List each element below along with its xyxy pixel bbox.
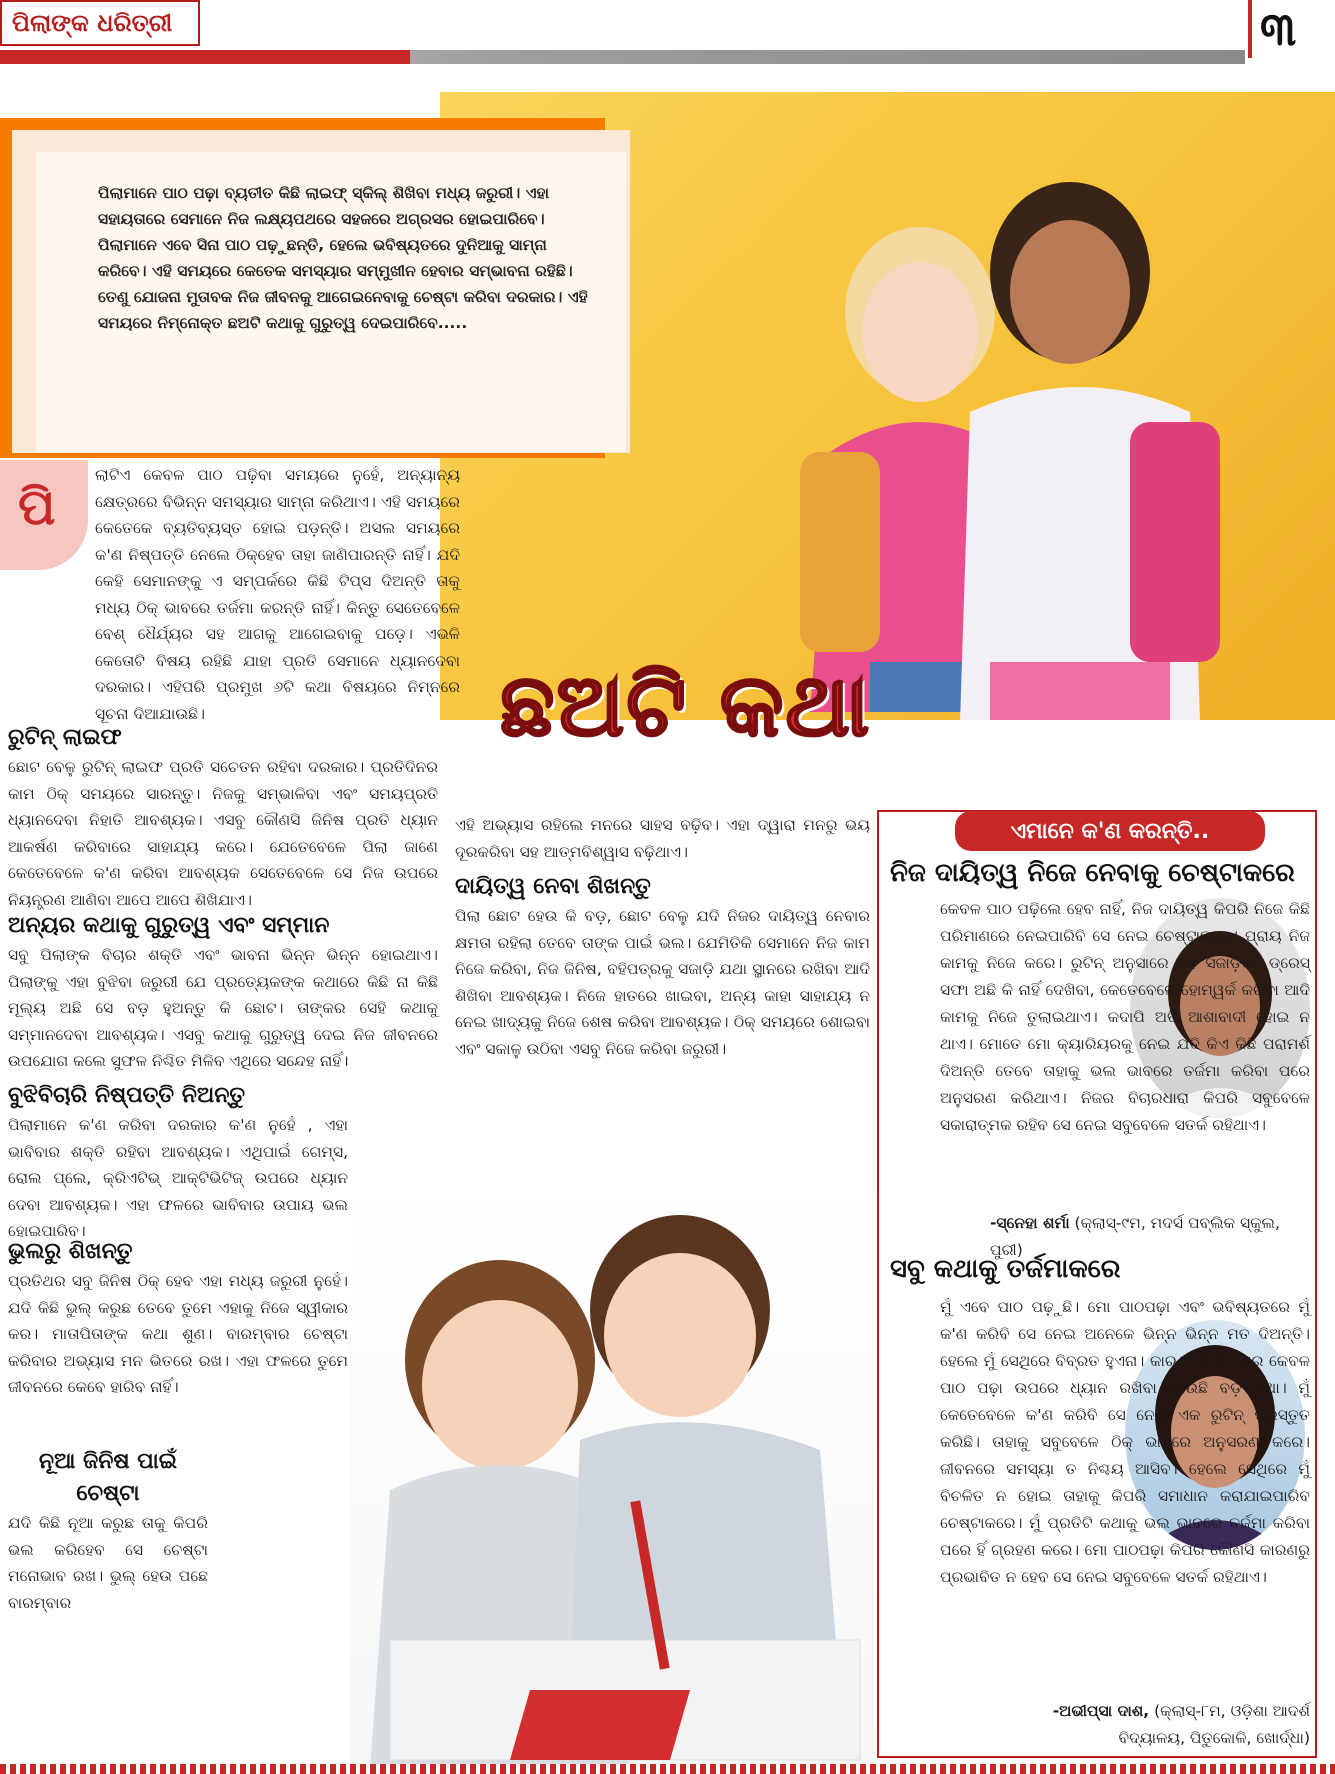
section-body: ପିଲାମାନେ କ'ଣ କରିବା ଦରକାର କ'ଣ ନୁହେଁ , ଏହା ଭାବିବାର ଶକ୍ତି ରହିବା ଆବଶ୍ୟକ। ଏଥିପାଇଁ ଗେମ୍ସ, ରୋଲ ପ୍ଲେ, କ୍ରିଏଟିଭ୍ ଆକ୍ଟିଭିଟିଜ୍ ଉପରେ ଧ୍ୟାନ ଦେବା ଆବଶ୍ୟକ। ଏହା ଫଳରେ ଭାବିବାର ଉପାୟ ଭଲ ହୋଇପାରିବ। — [8, 1116, 348, 1240]
intro-text: ପିଲାମାନେ ପାଠ ପଢ଼ା ବ୍ୟତୀତ କିଛି ଲାଇଫ୍ ସ୍କିଲ୍ ଶିଖିବା ମଧ୍ୟ ଜରୁରୀ। ଏହା ସହାୟତାରେ ସେମାନେ ନିଜ ଲକ୍ଷ୍ୟପଥରେ ସହଜରେ ଅଗ୍ରସର ହୋଇପାରିବେ। ପିଲାମାନେ ଏବେ ସିନା ପାଠ ପଢ଼ୁଛନ୍ତି, ହେଲେ ଭବିଷ୍ୟତରେ ଦୁନିଆକୁ ସାମ୍ନା କରିବେ। ଏହି ସମୟରେ କେତେକ ସମସ୍ୟାର ସମ୍ମୁଖୀନ ହେବାର ସମ୍ଭାବନା ରହିଛି। ତେଣୁ ଯୋଜନା ମୁତାବକ ନିଜ ଜୀବନକୁ ଆଗେଇନେବାକୁ ଚେଷ୍ଟା କରିବା ଦରକାର। ଏହି ସମୟରେ ନିମ୍ନୋକ୍ତ ଛଅଟି କଥାକୁ ଗୁରୁତ୍ୱ ଦେଇପାରିବେ..... — [98, 184, 588, 332]
section-decision — [8, 1080, 348, 1245]
page-number: ୩ — [1260, 2, 1297, 56]
section-heading: ଭୁଲରୁ ଶିଖନ୍ତୁ — [8, 1239, 133, 1264]
section-heading: ନୂଆ ଜିନିଷ ପାଇଁ ଚେଷ୍ଟା — [38, 1449, 178, 1506]
header-bar-accent — [0, 50, 410, 64]
girl-dark-hair-illustration — [930, 162, 1230, 720]
credit-name: -ସ୍ନେହା ଶର୍ମା — [990, 1214, 1070, 1232]
section-heading: ବୁଝିବିଚାରି ନିଷ୍ପତ୍ତି ନିଅନ୍ତୁ — [8, 1083, 246, 1108]
section-body: ପିଲା ଛୋଟ ହେଉ କି ବଡ଼, ଛୋଟ ବେଳୁ ଯଦି ନିଜର ଦାୟିତ୍ୱ ନେବାର କ୍ଷମତା ରହିଲା ତେବେ ତାଙ୍କ ପାଇଁ ଭଲ। ଯେମିତିକି ସେମାନେ ନିଜ କାମ ନିଜେ କରିବା, ନିଜ ଜିନିଷ, ବହିପତ୍ରକୁ ସଜାଡ଼ି ଯଥା ସ୍ଥାନରେ ରଖିବା ଆଦି ଶିଖିବା ଆବଶ୍ୟକ। ନିଜେ ହାତରେ ଖାଇବା, ଅନ୍ୟ କାହା ସାହାଯ୍ୟ ନ ନେଇ ଖାଦ୍ୟକୁ ନିଜେ ଶେଷ କରିବା ଆବଶ୍ୟକ। ଠିକ୍ ସମୟରେ ଶୋଇବା ଏବଂ ସକାଳୁ ଉଠିବା ଏସବୁ ନିଜେ କରିବା ଜରୁରୀ। — [455, 907, 870, 1058]
lead-text: ଲାଟିଏ କେବଳ ପାଠ ପଢ଼ିବା ସମୟରେ ନୁହେଁ, ଅନ୍ୟାନ୍ୟ କ୍ଷେତ୍ରରେ ବିଭିନ୍ନ ସମସ୍ୟାର ସାମ୍ନା କରିଥାଏ। ଏହି ସମୟରେ କେତେକେ ବ୍ୟତିବ୍ୟସ୍ତ ହୋଇ ପଡ଼ନ୍ତି। ଅସଲ ସମୟରେ କ'ଣ ନିଷ୍ପତ୍ତି ନେଲେ ଠିକ୍‌ହେବ ତାହା ଜାଣିପାରନ୍ତି ନାହିଁ। ଯଦି କେହି ସେମାନଙ୍କୁ ଏ ସମ୍ପର୍କରେ କିଛି ଟିପ୍ସ ଦିଅନ୍ତି ତାକୁ ମଧ୍ୟ ଠିକ୍ ଭାବରେ ତର୍ଜମା କରନ୍ତି ନାହିଁ। କିନ୍ତୁ ସେତେବେଳେ ବେଶ୍ ଧୈର୍ଯ୍ୟର ସହ ଆଗକୁ ଆଗେଇବାକୁ ପଡ଼େ। ଏଭଳି କେତୋଟି ବିଷୟ ରହିଛି ଯାହା ପ୍ରତି ସେମାନେ ଧ୍ୟାନଦେବା ଦରକାର। ଏହିପରି ପ୍ରମୁଖ ୬ଟି କଥା ବିଷୟରେ ନିମ୍ନରେ ସୂଚନା ଦିଆଯାଉଛି। — [95, 466, 460, 723]
profile-body — [940, 1294, 1310, 1591]
profile-heading: ସବୁ କଥାକୁ ତର୍ଜମାକରେ — [890, 1254, 1121, 1284]
profile-heading: ନିଜ ଦାୟିତ୍ୱ ନିଜେ ନେବାକୁ ଚେଷ୍ଟାକରେ — [890, 858, 1295, 888]
section-body: ଛୋଟ ବେଳୁ ରୁଟିନ୍ ଲାଇଫ ପ୍ରତି ସଚେତନ ରହିବା ଦରକାର। ପ୍ରତିଦିନର କାମ ଠିକ୍ ସମୟରେ ସାରନ୍ତୁ। ନିଜକୁ ସମ୍ଭାଳିବା ଏବଂ ସମୟପ୍ରତି ଧ୍ୟାନଦେବା ନିହାତି ଆବଶ୍ୟକ। ଏସବୁ କୌଣସି ଜିନିଷ ପ୍ରତି ଧ୍ୟାନ ଆକର୍ଷଣ କରିବାରେ ସାହାଯ୍ୟ କରେ। ଯେତେବେଳେ ପିଲା ଜାଣେ କେତେବେଳେ କ'ଣ କରିବା ଆବଶ୍ୟକ ସେତେବେଳେ ସେ ନିଜ ଉପରେ ନିୟନ୍ତ୍ରଣ ଆଣିବା ଆପେ ଆପେ ଶିଖିଯାଏ। — [8, 758, 438, 909]
section-heading: ଅନ୍ୟର କଥାକୁ ଗୁରୁତ୍ୱ ଏବଂ ସମ୍ମାନ — [8, 913, 330, 938]
profile-text: ମୁଁ ଏବେ ପାଠ ପଢ଼ୁଛି। ମୋ ପାଠପଢ଼ା ଏବଂ ଭବିଷ୍ୟତରେ ମୁଁ କ'ଣ କରିବି ସେ ନେଇ ଅନେକେ ଭିନ୍ନ ଭିନ୍ନ ମତ ଦିଅନ୍ତି। ହେଲେ ମୁଁ ସେଥିରେ ବିବ୍ରତ ହୁଏନା। କାରଣ ଏବେ ମୋର କେବଳ ପାଠ ପଢ଼ା ଉପରେ ଧ୍ୟାନ ରଖିବା ହେଉଛି ବଡ଼ କଥା। ମୁଁ କେତେବେଳେ କ'ଣ କରିବି ସେ ନେଇ ଏକ ରୁଟିନ୍ ପ୍ରସ୍ତୁତ କରିଛି। ତାହାକୁ ସବୁବେଳେ ଠିକ୍ ଭାବରେ ଅନୁସରଣ କରେ। ଜୀବନରେ ସମସ୍ୟା ତ ନିଶ୍ଚୟ ଆସିବ। ହେଲେ ସେଥିରେ ମୁଁ ବିଚଳିତ ନ ହୋଇ ତାହାକୁ କିପରି ସମାଧାନ କରାଯାଇପାରିବ ଚେଷ୍ଟାକରେ। ମୁଁ ପ୍ରତିଟି କଥାକୁ ଭଲ ଭାବରେ ତର୍ଜମା କରିବା ପରେ ହିଁ ଗ୍ରହଣ କରେ। ମୋ ପାଠପଢ଼ା କିପରି କୌଣସି କାରଣରୁ ପ୍ରଭାବିତ ନ ହେବ ସେ ନେଇ ସବୁବେଳେ ସତର୍କ ରହିଥାଏ। — [940, 1298, 1310, 1586]
profile-body — [940, 896, 1310, 1139]
section-body: ଯଦି କିଛି ନୂଆ କରୁଛ ତାକୁ କିପରି ଭଲ କରିହେବ ସେ ଚେଷ୍ଟା ମନୋଭାବ ରଖ। ଭୁଲ୍ ହେଉ ପଛେ ବାରମ୍ବାର — [8, 1514, 208, 1612]
credit-name: -ଅଭୀପ୍ସା ଦାଶ, — [1052, 1702, 1150, 1720]
dropcap-letter: ପି — [18, 478, 56, 536]
middle-column — [455, 812, 870, 1062]
section-heading: ରୁଟିନ୍ ଲାଇଫ — [8, 725, 122, 750]
section-new-things — [8, 1446, 208, 1616]
profile-text: କେବଳ ପାଠ ପଢ଼ିଲେ ହେବ ନାହିଁ, ନିଜ ଦାୟିତ୍ୱ କିପରି ନିଜେ କିଛି ପରିମାଣରେ ନେଇପାରିବି ସେ ନେଇ ଚେଷ୍ଟାକରେ। ପ୍ରାୟ ନିଜ କାମକୁ ନିଜେ କରେ। ରୁଟିନ୍ ଅନୁସାରେ ବହି ସଜାଡ଼ିବା, ଡ୍ରେସ୍ ସଫା ଅଛି କି ନାହିଁ ଦେଖିବା, କେତେବେଳେ ହୋମ୍‌ୱର୍କ କରିବା ଆଦି କାମକୁ ନିଜେ ତୁଲାଇଥାଏ। କଦାପି ଅତି ଆଶାବାଦୀ ହୋଇ ନ ଥାଏ। ମୋତେ ମୋ କ୍ୟାରିୟରକୁ ନେଇ ଯଦି କିଏ କିଛି ପରାମର୍ଶ ଦିଅନ୍ତି ତେବେ ତାହାକୁ ଭଲ ଭାବରେ ତର୍ଜମା କରିବା ପରେ ଅନୁସରଣ କରିଥାଏ। ନିଜର ବିଚାରଧାରା କିପରି ସବୁବେଳେ ସକାରାତ୍ମକ ରହିବ ସେ ନେଇ ସବୁବେଳେ ସତର୍କ ରହିଥାଏ। — [940, 900, 1310, 1134]
section-learn-from-mistakes — [8, 1236, 348, 1401]
publication-logo — [0, 0, 200, 46]
footer-border — [0, 1764, 1335, 1774]
profile-credit — [1000, 1698, 1310, 1752]
credit-detail: (କ୍ଲାସ୍-୯ମ, ମଦର୍ସ ପବ୍ଲିକ ସ୍କୁଲ, ପୁରୀ) — [990, 1214, 1280, 1259]
boys-drawing-illustration — [350, 1170, 875, 1770]
logo-text: ପିଲାଙ୍କ ଧରିତ୍ରୀ — [12, 9, 173, 37]
article-title: ଛଅଟି କଥା — [500, 655, 872, 756]
middle-continuation: ଏହି ଅଭ୍ୟାସ ରହିଲେ ମନରେ ସାହସ ବଢ଼ିବ। ଏହା ଦ୍ୱାରା ମନରୁ ଭୟ ଦୂରକରିବା ସହ ଆତ୍ମବିଶ୍ୱାସ ବଢ଼ିଥାଏ। — [455, 816, 870, 861]
section-heading: ଦାୟିତ୍ୱ ନେବା ଶିଖନ୍ତୁ — [455, 874, 651, 899]
section-respect — [8, 910, 438, 1075]
photo-boys-drawing — [350, 1170, 875, 1770]
credit-detail: (କ୍ଲାସ୍-୮ମ, ଓଡ଼ିଶା ଆଦର୍ଶ ବିଦ୍ୟାଳୟ, ପିତୁକୋଳି, ଖୋର୍ଦ୍ଧା) — [1118, 1702, 1310, 1747]
sidebar-header: ଏମାନେ କ'ଣ କରନ୍ତି.. — [955, 811, 1265, 851]
lead-paragraph-top — [95, 462, 460, 727]
page-divider — [1248, 0, 1252, 58]
section-body: ସବୁ ପିଲାଙ୍କ ବିଚାର ଶକ୍ତି ଏବଂ ଭାବନା ଭିନ୍ନ ଭିନ୍ନ ହୋଇଥାଏ। ପିଲାଙ୍କୁ ଏହା ବୁଝିବା ଜରୁରୀ ଯେ ପ୍ରତ୍ୟେକଙ୍କ କଥାରେ କିଛି ନା କିଛି ମୂଲ୍ୟ ଅଛି ସେ ବଡ଼ ହୁଅନ୍ତୁ କି ଛୋଟ। ତାଙ୍କର ସେହି କଥାକୁ ସମ୍ମାନଦେବା ଆବଶ୍ୟକ। ଏସବୁ କଥାକୁ ଗୁରୁତ୍ୱ ଦେଇ ନିଜ ଜୀବନରେ ଉପଯୋଗ କଲେ ସୁଫଳ ନିଶ୍ଚିତ ମିଳିବ ଏଥିରେ ସନ୍ଦେହ ନାହିଁ। — [8, 946, 438, 1070]
section-body: ପ୍ରତିଥର ସବୁ ଜିନିଷ ଠିକ୍ ହେବ ଏହା ମଧ୍ୟ ଜରୁରୀ ନୁହେଁ। ଯଦି କିଛି ଭୁଲ୍ କରୁଛ ତେବେ ତୁମେ ଏହାକୁ ନିଜେ ସ୍ୱୀକାର କର। ମାତାପିତାଙ୍କ କଥା ଶୁଣ। ବାରମ୍ବାର ଚେଷ୍ଟା କରିବାର ଅଭ୍ୟାସ ମନ ଭିତରେ ରଖ। ଏହା ଫଳରେ ତୁମେ ଜୀବନରେ କେବେ ହାରିବ ନାହିଁ। — [8, 1272, 348, 1396]
left-column-sections — [8, 722, 438, 913]
